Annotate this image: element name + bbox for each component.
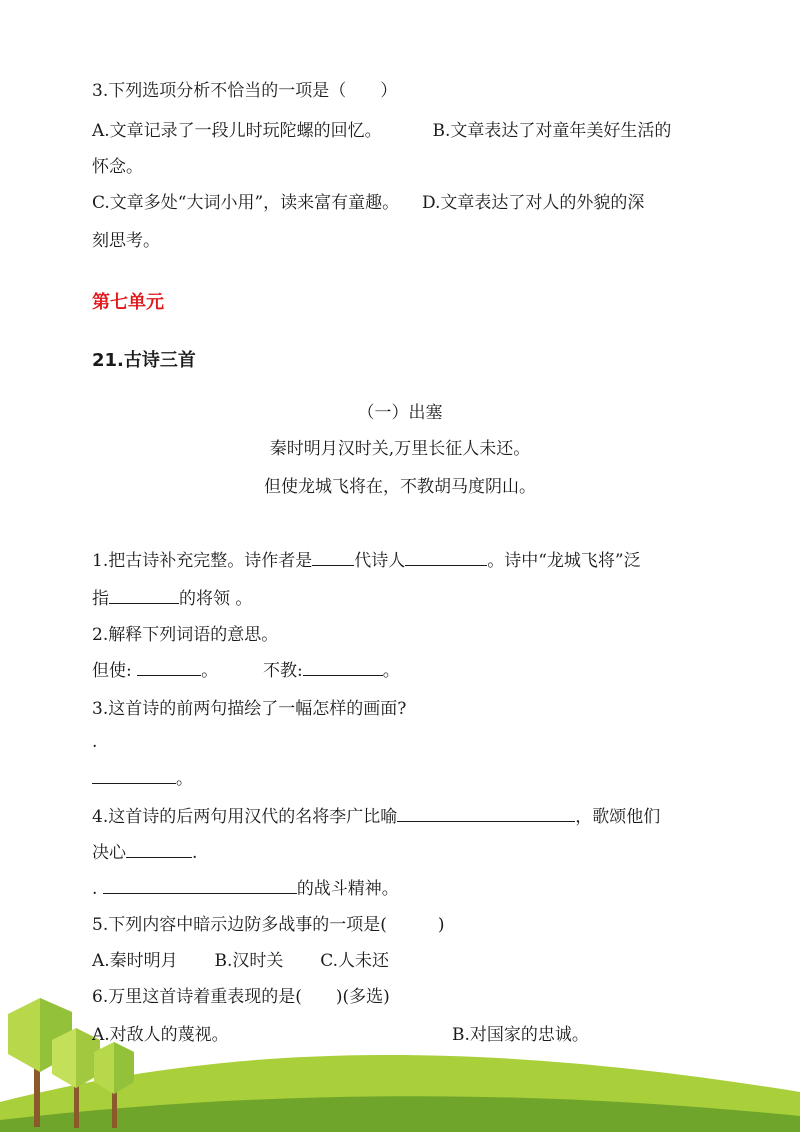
- q4-blank-2[interactable]: [126, 843, 192, 858]
- prev-q3-options-cd: [92, 188, 644, 213]
- q2-end-a: 。: [201, 661, 219, 681]
- q4-text-c-end: .: [192, 843, 198, 863]
- decorative-scenery: [0, 992, 800, 1132]
- q5-options: [92, 946, 389, 971]
- q1-line-2: [92, 584, 252, 609]
- prev-q3-option-d-cont: 刻思考。: [92, 231, 160, 251]
- q1-dynasty-blank[interactable]: [312, 551, 354, 566]
- q1-text-a: 1.把古诗补充完整。诗作者是: [92, 551, 313, 571]
- q4-dot: .: [92, 879, 98, 899]
- q3-stem: 3.这首诗的前两句描绘了一幅怎样的画面?: [92, 699, 407, 719]
- prev-q3-option-c: C.文章多处“大词小用”，读来富有童趣。: [92, 193, 400, 213]
- q6-option-b: B.对国家的忠诚。: [452, 1025, 589, 1045]
- q4-line-3: [92, 874, 399, 899]
- prev-q3-option-a: A.文章记录了一段儿时玩陀螺的回忆。: [92, 121, 382, 141]
- q5-option-b: B.汉时关: [214, 951, 284, 971]
- q1-text-b: 代诗人: [354, 551, 406, 571]
- prev-q3-option-b: B.文章表达了对童年美好生活的: [432, 121, 672, 141]
- unit-title: 第七单元: [92, 292, 164, 313]
- q1-text-c: 。诗中“龙城飞将”泛: [487, 551, 641, 571]
- q2-stem: 2.解释下列词语的意思。: [92, 625, 279, 645]
- q6-option-a: A.对敌人的蔑视。: [92, 1025, 229, 1045]
- poem-title: （一）出塞: [357, 403, 443, 423]
- q4-line-1: [92, 802, 660, 827]
- q3-answer-blank[interactable]: [92, 769, 176, 784]
- q3-answer-line: [92, 764, 193, 789]
- q5-stem: 5.下列内容中暗示边防多战事的一项是( ): [92, 915, 445, 935]
- prev-q3-options-ab: [92, 116, 671, 141]
- q4-text-d: 的战斗精神。: [296, 879, 399, 899]
- q2-blank-b[interactable]: [303, 661, 383, 676]
- q2-answers: [92, 656, 400, 681]
- q4-text-b: ，歌颂他们: [575, 807, 661, 827]
- prev-q3-option-d: D.文章表达了对人的外貌的深: [422, 193, 645, 213]
- lesson-title: 21.古诗三首: [92, 350, 196, 371]
- q2-label-b: 不教:: [262, 661, 303, 681]
- q1-poet-blank[interactable]: [405, 551, 487, 566]
- q5-option-c: C.人未还: [320, 951, 390, 971]
- poem-line-1: 秦时明月汉时关,万里长征人未还。: [269, 439, 531, 459]
- q1-text-e: 的将领 。: [179, 589, 253, 609]
- q1-line-1: [92, 546, 641, 571]
- q1-text-d: 指: [92, 589, 109, 609]
- prev-q3-stem: 3.下列选项分析不恰当的一项是（ ）: [92, 81, 398, 101]
- q3-end: 。: [176, 769, 193, 789]
- prev-q3-option-b-cont: 怀念。: [92, 157, 143, 177]
- q4-blank-3[interactable]: [103, 879, 297, 894]
- poem-line-2: 但使龙城飞将在，不教胡马度阴山。: [264, 477, 536, 497]
- q4-text-a: 4.这首诗的后两句用汉代的名将李广比喻: [92, 807, 398, 827]
- q4-blank-1[interactable]: [397, 807, 575, 822]
- q2-end-b: 。: [382, 661, 400, 681]
- q2-label-a: 但使:: [92, 661, 132, 681]
- q4-line-2: [92, 838, 197, 863]
- q6-stem: 6.万里这首诗着重表现的是( )(多选): [92, 987, 390, 1007]
- q3-dot: .: [92, 732, 98, 752]
- q4-text-c: 决心: [92, 843, 126, 863]
- q5-option-a: A.秦时明月: [92, 951, 178, 971]
- q1-general-blank[interactable]: [109, 589, 179, 604]
- q2-blank-a[interactable]: [137, 661, 201, 676]
